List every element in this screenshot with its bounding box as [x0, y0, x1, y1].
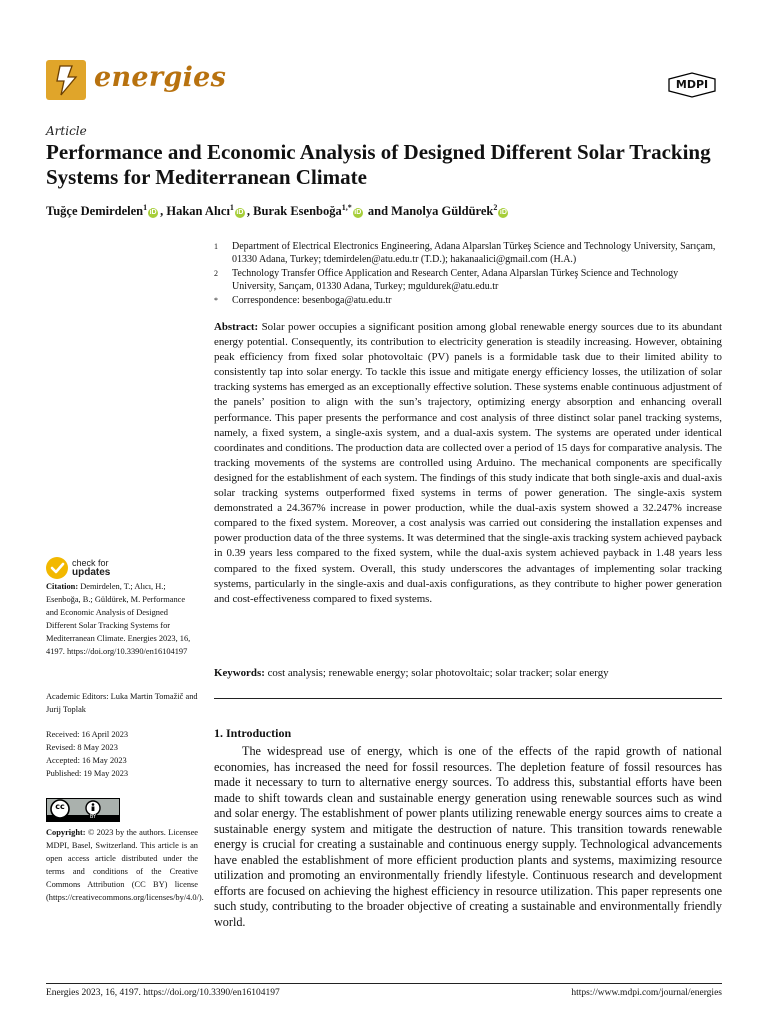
citation-label: Citation:	[46, 582, 79, 591]
author-affil-mark: 2	[493, 203, 498, 212]
article-title: Performance and Economic Analysis of Designed Different Solar Tracking Systems for Mediterranean Climate	[46, 140, 711, 189]
author-affil-mark: 1,*	[341, 203, 352, 212]
copyright-label: Copyright:	[46, 828, 86, 837]
publisher-label: MDPI	[675, 78, 709, 91]
affiliation-text: Technology Transfer Office Application and Research Center, Adana Alparslan Türkeş Science and Technology University, Sarıçam, 01330 Adana, Turkey; mguldurek@atu.edu.tr	[232, 268, 679, 292]
orcid-icon[interactable]: iD	[354, 209, 362, 217]
orcid-icon[interactable]: iD	[499, 209, 507, 217]
author-name[interactable]: Tuğçe Demirdelen	[46, 204, 144, 219]
article-type: Article	[46, 124, 87, 138]
check-updates-label	[72, 559, 110, 577]
affiliation-mark: *	[214, 296, 218, 305]
cc-by-license-badge[interactable]	[46, 798, 120, 822]
orcid-icon[interactable]: iD	[149, 209, 157, 217]
check-updates-line2: updates	[72, 567, 111, 578]
affiliation-item	[214, 267, 724, 293]
abstract-text: Solar power occupies a significant position among global renewable energy sources due to its abundant energy potential. Consequently, its contribution to electricity generation is steadily increasing. However, obtaining peak efficiency from fixed solar photovoltaic (PV) panels is a formidable task due to their limited ability to consistently tap into solar energy. To tackle this issue and mitigate energy efficiency losses, the utilization of solar tracking systems has emerged as an exceptionally effective solution. These systems enable continuous adjustment of the panels’ position to align with the sun’s trajectory, optimizing energy absorption and enhancing overall performance. This paper presents the performance and cost analysis of three distinct solar panel tracking systems, namely, a fixed system, a single-axis system, and a dual-axis system. The systems are operated under identical coordinates and conditions. The production data are collected over a period of 15 days for comparative analysis. The tracking movements of the systems are controlled using Arduino. The mechanical components are specifically designed for the establishment of each system. The findings of this study indicate that both single-axis and dual-axis solar tracking systems outperformed fixed systems in terms of power generation. The single-axis system demonstrated a 24.367% increase in power production, while the dual-axis system showed a 32.247% increase compared to the fixed system. Moreover, a cost analysis was carried out considering the installation expenses and power production data of the three systems. It was determined that the single-axis tracking system achieved payback in 0.39 years less compared to the fixed system, while the dual-axis system achieved payback in 1.48 years less compared to the fixed system. Overall, this study underscores the advantages of implementing solar tracking systems, particularly in the single-axis and dual-axis configurations, as they contribute to higher power generation and cost-effectiveness compared to fixed systems.	[214, 321, 722, 605]
journal-name: energies	[94, 62, 227, 93]
cc-by-label: BY	[89, 814, 97, 820]
copyright-block	[46, 826, 204, 904]
section-heading: 1. Introduction	[214, 726, 292, 740]
affiliation-item	[214, 294, 724, 307]
affiliation-mark: 2	[214, 269, 218, 278]
author-affil-mark: 1	[229, 203, 234, 212]
keywords	[214, 666, 722, 681]
citation-text: Demirdelen, T.; Alıcı, H.; Esenboğa, B.; Güldürek, M. Performance and Economic Analysis of Designed Different Solar Tracking Systems for Mediterranean Climate. Energies 2023, 16, 4197. https://doi.org/10.3390/en16104197	[46, 582, 191, 656]
keywords-label: Keywords:	[214, 667, 265, 679]
copyright-text: © 2023 by the authors. Licensee MDPI, Basel, Switzerland. This article is an open access article distributed under the terms and conditions of the Creative Commons Attribution (CC BY) license (https://creativecommons.org/licenses/by/4.0/).	[46, 828, 204, 902]
correspondence-text: Correspondence: besenboga@atu.edu.tr	[232, 295, 392, 306]
author-name[interactable]: Hakan Alıcı	[166, 204, 230, 219]
published-date: Published: 19 May 2023	[46, 769, 129, 778]
cc-text-cc: cc	[55, 802, 65, 811]
affiliation-item	[214, 240, 724, 266]
academic-editors: Academic Editors: Luka Martin Tomažič and Jurij Toplak	[46, 692, 198, 714]
lightning-bolt-icon	[46, 60, 86, 100]
author-name[interactable]: Manolya Güldürek	[391, 204, 494, 219]
introduction-paragraph: The widespread use of energy, which is one of the effects of the rapid growth of national economies, has increased the need for fossil resources. The depletion feature of fossil resources has made it necessary to turn to alternative energy sources. To address this, substantial efforts have been made to shift towards clean and sustainable energy generation using renewable sources such as wind and solar energy. The establishment of power plants utilizing renewable energy sources aims to create a sustainable energy system and mitigate the destruction of nature. This transition towards renewable energy is crucial for creating a sustainable and continuous energy supply. Technological advancements have enabled the establishment of more efficient production plants and systems, maximizing resource utilization and promoting an environmentally friendly lifestyle. Continuous research and development efforts are focused on achieving the highest efficiency in resource utilization. This paper represents one such study, contributing to the broader objective of creating a sustainable and environmentally friendly world.	[214, 744, 722, 929]
check-updates-line1: check for	[72, 558, 109, 568]
author-separator: and	[364, 204, 392, 219]
footer-journal-url[interactable]: https://www.mdpi.com/journal/energies	[571, 988, 722, 998]
citation-block	[46, 580, 198, 658]
affiliations	[214, 240, 724, 308]
abstract	[214, 320, 722, 607]
check-updates-icon	[46, 557, 68, 579]
abstract-label: Abstract:	[214, 321, 259, 333]
received-date: Received: 16 April 2023	[46, 730, 129, 739]
footer-citation[interactable]: Energies 2023, 16, 4197. https://doi.org/10.3390/en16104197	[46, 988, 280, 998]
revised-date: Revised: 8 May 2023	[46, 743, 118, 752]
author-list	[46, 203, 746, 219]
affiliation-mark: 1	[214, 242, 218, 251]
author-name[interactable]: Burak Esenboğa	[253, 204, 342, 219]
publication-dates	[46, 728, 198, 780]
affiliation-text: Department of Electrical Electronics Engineering, Adana Alparslan Türkeş Science and Technology University, Sarıçam, 01330 Adana, Turkey; tdemirdelen@atu.edu.tr (T.D.); hakanaalici@gmail.com (H.A.)	[232, 241, 716, 265]
accepted-date: Accepted: 16 May 2023	[46, 756, 127, 765]
footer-divider	[46, 983, 722, 984]
keywords-text: cost analysis; renewable energy; solar photovoltaic; solar tracker; solar energy	[267, 667, 609, 679]
author-separator: ,	[246, 204, 254, 219]
journal-logo	[46, 60, 86, 100]
author-separator: ,	[160, 204, 167, 219]
section-divider	[214, 698, 722, 699]
check-for-updates-button[interactable]	[46, 556, 176, 580]
mdpi-logo	[666, 72, 718, 98]
author-affil-mark: 1	[143, 203, 148, 212]
orcid-icon[interactable]: iD	[236, 209, 244, 217]
